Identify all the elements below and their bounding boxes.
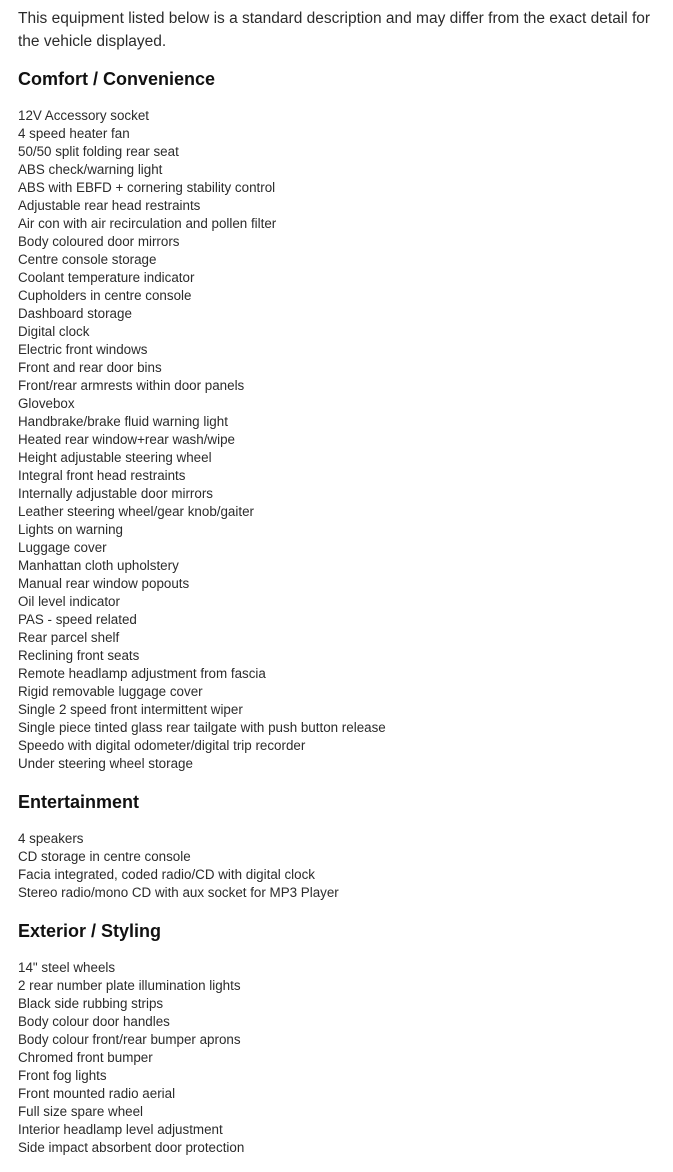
equipment-item: Body coloured door mirrors bbox=[18, 234, 180, 249]
equipment-item: Glovebox bbox=[18, 396, 75, 411]
equipment-item: Remote headlamp adjustment from fascia bbox=[18, 666, 266, 681]
section-entertainment bbox=[18, 790, 656, 902]
equipment-item: Stereo radio/mono CD with aux socket for MP3 Player bbox=[18, 885, 339, 900]
equipment-item: Cupholders in centre console bbox=[18, 288, 192, 303]
equipment-item: Handbrake/brake fluid warning light bbox=[18, 414, 228, 429]
equipment-item: Side impact absorbent door protection bbox=[18, 1140, 245, 1155]
equipment-item: Lights on warning bbox=[18, 522, 123, 537]
equipment-item: Black side rubbing strips bbox=[18, 996, 164, 1011]
equipment-item: 12V Accessory socket bbox=[18, 108, 149, 123]
equipment-item: 4 speakers bbox=[18, 831, 84, 846]
equipment-item: Full size spare wheel bbox=[18, 1104, 144, 1119]
equipment-item: Height adjustable steering wheel bbox=[18, 450, 212, 465]
equipment-item: Coolant temperature indicator bbox=[18, 270, 195, 285]
section-title: Exterior / Styling bbox=[18, 921, 162, 941]
equipment-item: Reclining front seats bbox=[18, 648, 140, 663]
equipment-item: Internally adjustable door mirrors bbox=[18, 486, 213, 501]
equipment-item: Front and rear door bins bbox=[18, 360, 162, 375]
equipment-item: Electric front windows bbox=[18, 342, 148, 357]
equipment-item: Dashboard storage bbox=[18, 306, 132, 321]
equipment-item: ABS with EBFD + cornering stability control bbox=[18, 180, 276, 195]
equipment-item: Adjustable rear head restraints bbox=[18, 198, 201, 213]
equipment-item: Oil level indicator bbox=[18, 594, 120, 609]
equipment-item: Integral front head restraints bbox=[18, 468, 186, 483]
equipment-item: PAS - speed related bbox=[18, 612, 137, 627]
equipment-item: Rear parcel shelf bbox=[18, 630, 120, 645]
section-title: Comfort / Convenience bbox=[18, 69, 216, 89]
equipment-item: Centre console storage bbox=[18, 252, 157, 267]
equipment-item: CD storage in centre console bbox=[18, 849, 191, 864]
section-comfort-convenience bbox=[18, 67, 656, 773]
equipment-item: Front fog lights bbox=[18, 1068, 107, 1083]
equipment-item: Digital clock bbox=[18, 324, 90, 339]
equipment-item: 50/50 split folding rear seat bbox=[18, 144, 179, 159]
equipment-item: Manhattan cloth upholstery bbox=[18, 558, 179, 573]
equipment-item: Heated rear window+rear wash/wipe bbox=[18, 432, 235, 447]
equipment-item: Single piece tinted glass rear tailgate with push button release bbox=[18, 720, 386, 735]
equipment-list bbox=[18, 107, 656, 773]
equipment-item: Single 2 speed front intermittent wiper bbox=[18, 702, 243, 717]
equipment-item: Under steering wheel storage bbox=[18, 756, 193, 771]
equipment-item: Chromed front bumper bbox=[18, 1050, 153, 1065]
section-exterior-styling bbox=[18, 919, 656, 1157]
equipment-list bbox=[18, 959, 656, 1157]
equipment-item: 2 rear number plate illumination lights bbox=[18, 978, 241, 993]
equipment-item: Front/rear armrests within door panels bbox=[18, 378, 245, 393]
equipment-item: 14" steel wheels bbox=[18, 960, 116, 975]
equipment-item: Front mounted radio aerial bbox=[18, 1086, 176, 1101]
equipment-item: Speedo with digital odometer/digital trip recorder bbox=[18, 738, 306, 753]
equipment-item: ABS check/warning light bbox=[18, 162, 163, 177]
equipment-item: Air con with air recirculation and pollen filter bbox=[18, 216, 277, 231]
equipment-item: Luggage cover bbox=[18, 540, 107, 555]
equipment-item: Body colour front/rear bumper aprons bbox=[18, 1032, 241, 1047]
section-title: Entertainment bbox=[18, 792, 140, 812]
equipment-item: Interior headlamp level adjustment bbox=[18, 1122, 223, 1137]
equipment-item: Manual rear window popouts bbox=[18, 576, 190, 591]
equipment-item: Rigid removable luggage cover bbox=[18, 684, 203, 699]
equipment-item: Leather steering wheel/gear knob/gaiter bbox=[18, 504, 254, 519]
intro-text: This equipment listed below is a standard description and may differ from the exact detail for the vehicle displayed. bbox=[18, 10, 651, 50]
equipment-item: 4 speed heater fan bbox=[18, 126, 130, 141]
equipment-item: Body colour door handles bbox=[18, 1014, 170, 1029]
equipment-list bbox=[18, 830, 656, 902]
equipment-item: Facia integrated, coded radio/CD with digital clock bbox=[18, 867, 315, 882]
